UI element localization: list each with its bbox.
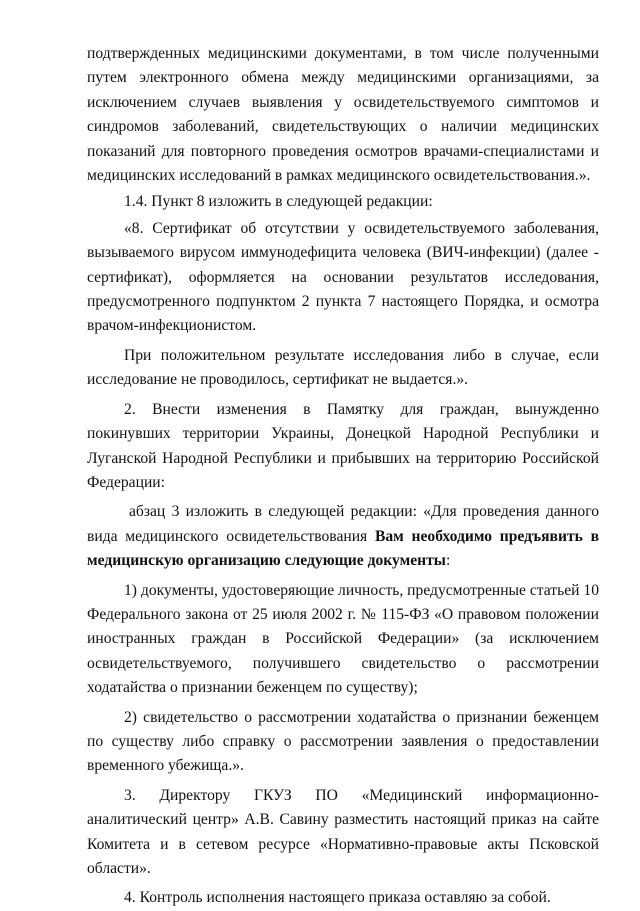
paragraph-item-1: 1) документы, удостоверяющие личность, предусмотренные статьей 10 Федерального закона от 25 июля 2002 г. № 115-ФЗ «О правовом положении иностранных граждан в Российской Федерации» (за исключением освидетельствуемого, получившего свидетельство о рассмотрении ходатайства о признании беженцем по существу); xyxy=(87,581,599,697)
paragraph-positive-result: При положительном результате исследования либо в случае, если исследование не проводилось, сертификат не выдается.». xyxy=(87,346,599,389)
abzac-bold-text: Вам необходимо предъявить в медицинскую организацию следующие документы xyxy=(87,527,599,570)
paragraph-4-control: 4. Контроль исполнения настоящего приказа оставляю за собой. xyxy=(124,889,551,907)
document-body xyxy=(87,42,599,911)
paragraph-continuation: подтвержденных медицинскими документами, в том числе полученными путем электронного обмена между медицинскими организациями, за исключением случаев выявления у освидетельствуемого симптомов и синдромов заболеваний, свидетельствующих о наличии медицинских показаний для повторного проведения осмотров врачами-специалистами и медицинских исследований в рамках медицинского освидетельствования.». xyxy=(87,45,599,185)
abzac-colon: : xyxy=(445,552,451,570)
paragraph-3-director: 3. Директору ГКУЗ ПО «Медицинский информационно-аналитический центр» А.В. Савину разместить настоящий приказ на сайте Комитета и в сетевом ресурсе «Нормативно-правовые акты Псковской области». xyxy=(87,786,599,877)
paragraph-point-8: «8. Сертификат об отсутствии у освидетельствуемого заболевания, вызываемого вирусом иммунодефицита человека (ВИЧ-инфекции) (далее - сертификат), оформляется на основании результатов исследования, предусмотренного подпунктом 2 пункта 7 настоящего Порядка, и осмотра врачом-инфекционистом. xyxy=(87,219,599,335)
abzac-text: абзац 3 изложить в следующей редакции: «Для проведения данного вида медицинского освидетельствования xyxy=(87,503,599,545)
paragraph-1-4: 1.4. Пункт 8 изложить в следующей редакции: xyxy=(124,193,433,211)
paragraph-abzac-3 xyxy=(87,500,599,573)
paragraph-2-memo-changes: 2. Внести изменения в Памятку для граждан, вынужденно покинувших территории Украины, Донецкой Народной Республики и Луганской Народной Республики и прибывших на территорию Российской Федерации: xyxy=(87,400,599,491)
paragraph-item-2: 2) свидетельство о рассмотрении ходатайства о признании беженцем по существу либо справку о рассмотрении заявления о предоставлении временного убежища.». xyxy=(87,708,599,775)
